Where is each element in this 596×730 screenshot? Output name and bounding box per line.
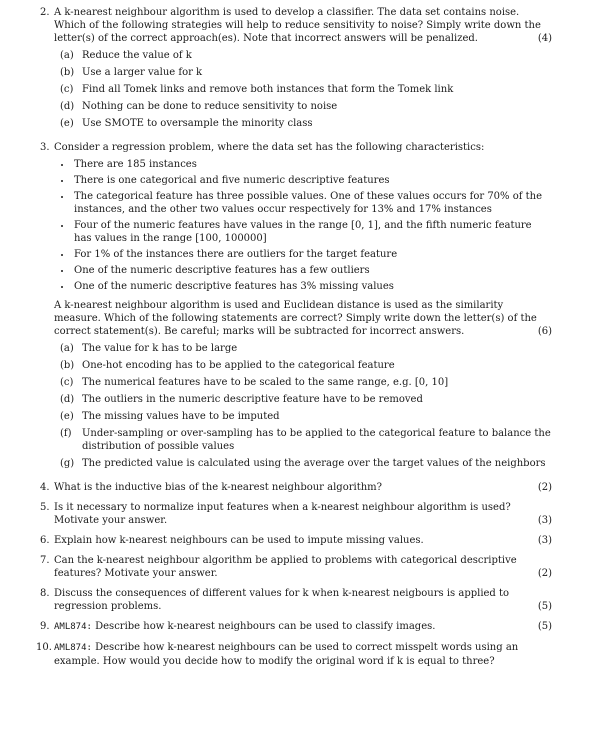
question-7: 7. Can the k-nearest neighbour algorithm be applied to problems with categorical descriptive features? Motivate your answer. (2): [40, 555, 552, 579]
option: (a) The value for k has to be large: [60, 343, 238, 354]
question-text: A k-nearest neighbour algorithm is used to develop a classifier. The data set contains noise. Which of the following strategies will help to reduce sensitivity to noise? Simply write down the letter(s) of the correct approach(es). Note that incorrect answers will be penalized. (4): [54, 7, 552, 44]
characteristics-list: [54, 158, 552, 293]
course-tag: AML874:: [54, 643, 92, 653]
option: (d) Nothing can be done to reduce sensitivity to noise: [60, 101, 338, 112]
option: (g) The predicted value is calculated using the average over the target values of the neighbors: [60, 458, 546, 469]
question-text: Can the k-nearest neighbour algorithm be applied to problems with categorical descriptive features? Motivate your answer.: [54, 555, 517, 579]
question-intro: Consider a regression problem, where the data set has the following characteristics:: [54, 142, 485, 153]
question-text: Discuss the consequences of different values for k when k-nearest neigbours is applied to regression problems.: [54, 588, 510, 612]
marks: (2): [537, 568, 552, 579]
question-text: Describe how k-nearest neighbours can be used to correct misspelt words using an example. How would you decide how to modify the original word if k is equal to three?: [54, 642, 519, 667]
option: (b) Use a larger value for k: [60, 67, 203, 78]
bullet-item: • The categorical feature has three possible values. One of these values occurs for 70% of the instances, and the other two values occur respectively for 13% and 17% instances: [72, 190, 552, 216]
option: (c) The numerical features have to be scaled to the same range, e.g. [0, 10]: [60, 377, 449, 388]
question-6: 6. Explain how k-nearest neighbours can be used to impute missing values. (3): [40, 535, 552, 546]
question-text: Describe how k-nearest neighbours can be used to classify images.: [95, 621, 436, 632]
bullet-item: • There are 185 instances: [72, 158, 552, 171]
bullet-item: • Four of the numeric features have values in the range [0, 1], and the fifth numeric feature has values in the range [100, 100000]: [72, 219, 552, 245]
option: (f) Under-sampling or over-sampling has to be applied to the categorical feature to balance the distribution of possible values: [60, 428, 551, 452]
bullet-item: • One of the numeric descriptive features has 3% missing values: [72, 280, 552, 293]
question-10: 10. AML874: Describe how k-nearest neighbours can be used to correct misspelt words using an example. How would you decide how to modify the original word if k is equal to three?: [36, 642, 519, 667]
marks: (6): [537, 326, 552, 337]
question-text: Explain how k-nearest neighbours can be used to impute missing values.: [54, 535, 424, 546]
option: (e) Use SMOTE to oversample the minority class: [60, 118, 313, 129]
question-2: [40, 6, 552, 134]
marks: (5): [537, 601, 552, 612]
marks: (2): [537, 482, 552, 493]
bullet-item: • One of the numeric descriptive features has a few outliers: [72, 264, 552, 277]
question-number: 2.: [40, 7, 50, 18]
question-4: 4. What is the inductive bias of the k-nearest neighbour algorithm? (2): [40, 482, 552, 493]
marks: (4): [537, 33, 552, 44]
marks: (3): [537, 515, 552, 526]
marks: (3): [537, 535, 552, 546]
question-text: A k-nearest neighbour algorithm is used and Euclidean distance is used as the similarity measure. Which of the following statements are correct? Simply write down the letter(s) of the correct statement(s). Be careful; marks will be subtracted for incorrect answers. (6): [54, 300, 552, 337]
option: (d) The outliers in the numeric descriptive feature have to be removed: [60, 394, 423, 405]
question-3: [40, 141, 552, 474]
marks: (5): [537, 621, 552, 632]
question-number: 3.: [40, 142, 50, 153]
option-list: [60, 49, 552, 130]
option: (c) Find all Tomek links and remove both instances that form the Tomek link: [60, 84, 454, 95]
course-tag: AML874:: [54, 622, 92, 632]
question-9: 9. AML874: Describe how k-nearest neighbours can be used to classify images. (5): [40, 621, 552, 632]
option: (e) The missing values have to be imputed: [60, 411, 280, 422]
bullet-item: • For 1% of the instances there are outliers for the target feature: [72, 248, 552, 261]
bullet-item: • There is one categorical and five numeric descriptive features: [72, 174, 552, 187]
option: (a) Reduce the value of k: [60, 50, 192, 61]
option: (b) One-hot encoding has to be applied to the categorical feature: [60, 360, 395, 371]
question-5: 5. Is it necessary to normalize input features when a k-nearest neighbour algorithm is used? Motivate your answer. (3): [40, 502, 552, 526]
option-list: [60, 342, 552, 470]
question-text: What is the inductive bias of the k-nearest neighbour algorithm?: [54, 482, 383, 493]
question-8: 8. Discuss the consequences of different values for k when k-nearest neigbours is applied to regression problems. (5): [40, 588, 552, 612]
question-text: Is it necessary to normalize input features when a k-nearest neighbour algorithm is used? Motivate your answer.: [54, 502, 511, 526]
